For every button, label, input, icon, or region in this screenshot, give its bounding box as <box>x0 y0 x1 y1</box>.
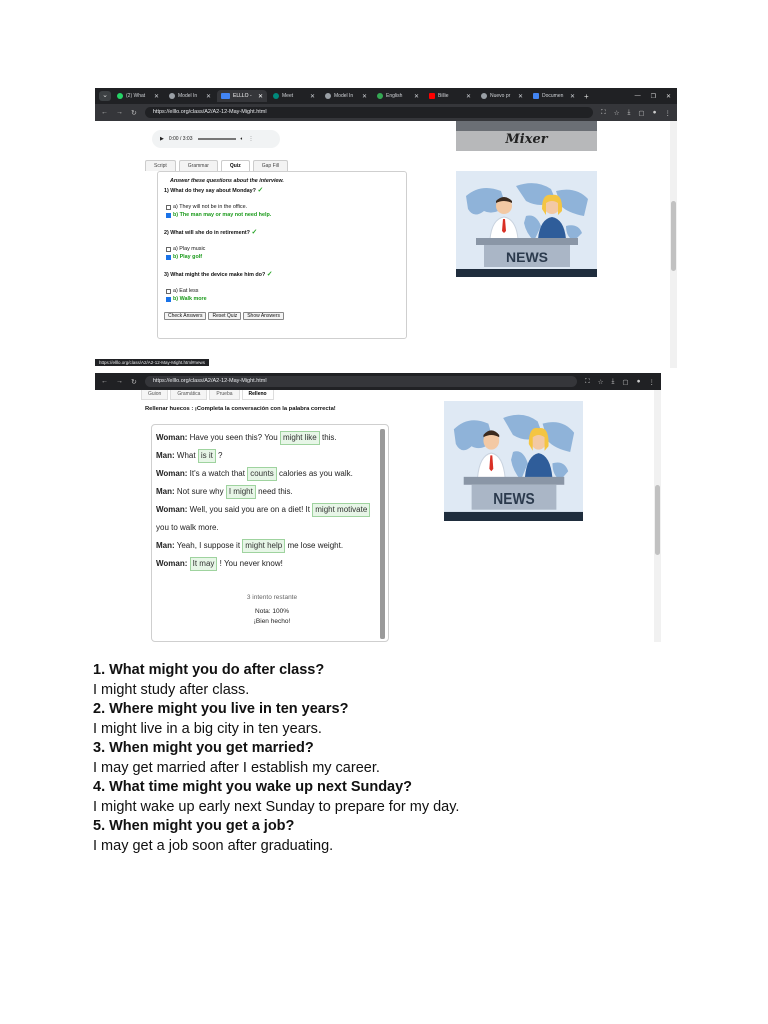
line-text: Well, you said you are on a diet! It <box>189 505 311 514</box>
conversation-line <box>156 429 378 447</box>
browser-tab-active[interactable] <box>217 90 267 102</box>
line-text: Have you seen this? You <box>189 433 278 442</box>
quiz-page <box>95 121 677 368</box>
minimize-icon[interactable]: — <box>634 92 641 99</box>
floor-strip <box>444 512 583 521</box>
praise-text: ¡Bien hecho! <box>253 618 291 625</box>
tab-relleno[interactable]: Relleno <box>242 390 274 400</box>
conversation-line <box>156 555 378 573</box>
question: 4. What time might you wake up next Sunday? <box>93 779 413 795</box>
forward-icon[interactable]: → <box>116 378 123 385</box>
tab-label: Model In <box>178 93 198 99</box>
checkbox[interactable] <box>166 205 171 210</box>
option-text: b) The man may or may not need help. <box>173 212 272 218</box>
elllo-icon <box>221 93 230 99</box>
checkmark-icon: ✓ <box>257 187 264 194</box>
close-icon[interactable]: ✕ <box>153 93 159 100</box>
line-text: this. <box>321 433 337 442</box>
page-scrollbar[interactable] <box>654 390 661 642</box>
desk-top <box>464 477 565 485</box>
checkbox-checked[interactable] <box>166 297 171 302</box>
tab-gramatica[interactable]: Gramática <box>170 390 207 400</box>
browser-tab[interactable] <box>165 90 215 102</box>
lesson-tabs <box>141 390 274 400</box>
tab-search-icon[interactable]: ⌄ <box>99 91 111 101</box>
result-panel <box>212 593 332 627</box>
news-illustration[interactable] <box>456 171 597 277</box>
browser-tab-strip <box>95 88 677 104</box>
close-icon[interactable]: ✕ <box>465 93 471 100</box>
news-label: NEWS <box>506 249 548 265</box>
checkbox-checked[interactable] <box>166 255 171 260</box>
star-icon[interactable]: ☆ <box>613 109 620 117</box>
answer-input[interactable]: might help <box>242 539 285 553</box>
conversation-line <box>156 483 378 501</box>
conversation-line <box>156 447 378 465</box>
tab-gap-fill[interactable]: Gap Fill <box>253 160 288 171</box>
question-1 <box>164 186 400 194</box>
mixer-label: Mixer <box>505 132 548 147</box>
youtube-icon <box>429 93 435 99</box>
question-text: 3) What might the device make him do? <box>164 272 266 278</box>
browser-tab[interactable] <box>373 90 423 102</box>
tab-label: Billie <box>438 93 449 99</box>
news-label: NEWS <box>493 491 535 509</box>
tab-quiz[interactable]: Quiz <box>221 160 250 171</box>
score-text: Nota: 100% <box>255 608 289 615</box>
answer-input[interactable]: is it <box>198 449 216 463</box>
answer: I may get married after I establish my career. <box>93 759 380 776</box>
show-answers-button[interactable]: Show Answers <box>243 312 284 320</box>
line-text: calories as you walk. <box>279 469 353 478</box>
check-answers-button[interactable]: Check Answers <box>164 312 206 320</box>
page-scrollbar[interactable] <box>670 121 677 368</box>
question-2 <box>164 228 400 236</box>
audio-progress[interactable] <box>198 138 236 140</box>
quiz-intro: Answer these questions about the interview. <box>170 178 284 184</box>
url-text: https://elllo.org/class/A2/A2-12-May-Might.html <box>152 109 267 115</box>
answer-input[interactable]: might like <box>280 431 320 445</box>
checkbox[interactable] <box>166 247 171 252</box>
question: 3. When might you get married? <box>93 740 314 756</box>
menu-icon[interactable]: ⋮ <box>648 378 655 386</box>
line-text: ? <box>218 451 223 460</box>
url-field[interactable] <box>145 107 593 118</box>
tab-label: ELLLO - <box>233 93 252 99</box>
option[interactable] <box>164 288 400 294</box>
tab-label: English <box>386 93 403 99</box>
answer: I might live in a big city in ten years. <box>93 720 322 737</box>
browser-tab[interactable] <box>113 90 163 102</box>
profile-icon[interactable]: ● <box>652 108 657 116</box>
line-text: Not sure why <box>176 487 224 496</box>
checkbox[interactable] <box>166 289 171 294</box>
gap-fill-panel <box>151 424 389 642</box>
restore-icon[interactable]: ❐ <box>650 93 656 100</box>
reload-icon[interactable]: ↻ <box>131 109 137 117</box>
tab-grammar[interactable]: Grammar <box>179 160 218 171</box>
gap-fill-page <box>95 390 661 642</box>
checkmark-icon: ✓ <box>266 271 273 278</box>
more-icon[interactable]: ⋮ <box>248 136 254 142</box>
line-text: me lose weight. <box>287 541 344 550</box>
quiz-panel <box>157 171 407 339</box>
question-3 <box>164 270 400 278</box>
tab-label: Model In <box>334 93 354 99</box>
window-controls <box>635 93 677 100</box>
option-text: a) They will not be in the office. <box>173 204 248 210</box>
scrollbar-thumb[interactable] <box>655 485 660 555</box>
line-text: you to walk more. <box>156 523 219 532</box>
sidepanel-icon[interactable]: ▢ <box>638 109 645 117</box>
floor-strip <box>456 269 597 277</box>
download-icon[interactable]: ⤓ <box>611 377 615 385</box>
tab-label: Documen <box>542 93 564 99</box>
browser-tab[interactable] <box>529 90 579 102</box>
browser-tab[interactable] <box>269 90 319 102</box>
address-bar-row <box>95 373 661 390</box>
answer-input[interactable]: might motivate <box>312 503 370 517</box>
answer: I might study after class. <box>93 681 250 698</box>
close-icon[interactable]: ✕ <box>309 93 315 100</box>
conversation-line <box>156 465 378 483</box>
option[interactable] <box>164 204 400 210</box>
screenshot-gap-fill <box>95 373 661 642</box>
speaker: Man: <box>156 541 175 550</box>
translate-icon[interactable]: ⛶ <box>585 377 590 385</box>
option-text: a) Eat less <box>173 288 199 294</box>
status-url: https://elllo.org/class/A2/A2-12-May-Might.html#news <box>95 359 209 366</box>
option-text: b) Walk more <box>173 296 207 302</box>
screenshot-quiz <box>95 88 677 368</box>
quiz-buttons <box>164 312 400 320</box>
answer-input[interactable]: It may <box>190 557 218 571</box>
conversation-line <box>156 501 378 537</box>
answer: I might wake up early next Sunday to prepare for my day. <box>93 798 460 815</box>
answer-input[interactable]: I might <box>226 485 256 499</box>
line-text: need this. <box>258 487 293 496</box>
line-text: ! You never know! <box>219 559 283 568</box>
attempts-remaining: 3 intento restante <box>246 594 298 601</box>
tab-label: (2) What <box>126 93 146 99</box>
whatsapp-icon <box>117 93 123 99</box>
back-icon[interactable]: ← <box>101 378 108 385</box>
play-icon[interactable]: ▶ <box>160 136 164 142</box>
site-icon <box>325 93 331 99</box>
mixer-banner[interactable] <box>456 121 597 151</box>
toolbar-icons <box>601 109 671 117</box>
desk-top <box>476 238 578 245</box>
speaker: Man: <box>156 487 175 496</box>
option[interactable] <box>164 246 400 252</box>
line-text: What <box>176 451 196 460</box>
conversation-line <box>156 537 378 555</box>
translate-icon[interactable]: ⛶ <box>601 108 606 116</box>
speaker: Woman: <box>156 505 188 514</box>
answer-input[interactable]: counts <box>247 467 277 481</box>
close-icon[interactable]: ✕ <box>205 93 211 100</box>
answer: I may get a job soon after graduating. <box>93 837 334 854</box>
sidepanel-icon[interactable]: ▢ <box>622 378 629 386</box>
news-illustration[interactable] <box>444 401 583 521</box>
browser-tab[interactable] <box>477 90 527 102</box>
conversation <box>156 429 378 573</box>
toolbar-icons <box>585 378 655 386</box>
close-icon[interactable]: ✕ <box>361 93 367 100</box>
tab-label: Meet <box>282 93 294 99</box>
browser-tab[interactable] <box>425 90 475 102</box>
line-text: It's a watch that <box>189 469 245 478</box>
gap-fill-heading: Rellenar huecos : ¡Completa la conversación con la palabra correcta! <box>145 406 336 412</box>
question: 2. Where might you live in ten years? <box>93 701 349 717</box>
tab-guion[interactable]: Guion <box>141 390 168 400</box>
line-text: Yeah, I suppose it <box>176 541 241 550</box>
audio-time: 0:00 / 3:03 <box>168 136 193 142</box>
option-correct[interactable] <box>164 296 400 302</box>
close-icon[interactable]: ✕ <box>257 93 263 100</box>
menu-icon[interactable]: ⋮ <box>664 109 671 117</box>
site-icon <box>481 93 487 99</box>
url-field[interactable] <box>145 376 577 387</box>
speaker: Woman: <box>156 469 188 478</box>
profile-icon[interactable]: ● <box>636 377 641 385</box>
new-tab-icon[interactable]: + <box>584 91 589 101</box>
reload-icon[interactable]: ↻ <box>131 378 137 386</box>
checkmark-icon: ✓ <box>251 229 258 236</box>
option-text: a) Play music <box>173 246 206 252</box>
close-window-icon[interactable]: ✕ <box>665 93 671 100</box>
checkbox-checked[interactable] <box>166 213 171 218</box>
docs-icon <box>533 93 539 99</box>
close-icon[interactable]: ✕ <box>413 93 419 100</box>
site-icon <box>169 93 175 99</box>
scrollbar-thumb[interactable] <box>380 429 385 639</box>
question: 1. What might you do after class? <box>93 662 325 678</box>
star-icon[interactable]: ☆ <box>597 378 604 386</box>
browser-tab[interactable] <box>321 90 371 102</box>
option-text: b) Play golf <box>173 254 203 260</box>
audio-player[interactable] <box>152 130 280 148</box>
tab-label: Nuevo pr <box>490 93 511 99</box>
close-icon[interactable]: ✕ <box>517 93 523 100</box>
speaker: Man: <box>156 451 175 460</box>
download-icon[interactable]: ⤓ <box>627 108 631 116</box>
lesson-tabs <box>145 160 288 171</box>
meet-icon <box>273 93 279 99</box>
tab-prueba[interactable]: Prueba <box>209 390 239 400</box>
address-bar-row <box>95 104 677 121</box>
tab-script[interactable]: Script <box>145 160 176 171</box>
speaker: Woman: <box>156 433 188 442</box>
reset-quiz-button[interactable]: Reset Quiz <box>208 312 241 320</box>
back-icon[interactable]: ← <box>101 109 108 116</box>
question-text: 1) What do they say about Monday? <box>164 188 256 194</box>
volume-icon[interactable]: 🔈︎ <box>240 136 244 142</box>
close-icon[interactable]: ✕ <box>569 93 575 100</box>
forward-icon[interactable]: → <box>116 109 123 116</box>
site-icon <box>377 93 383 99</box>
scrollbar-thumb[interactable] <box>671 201 676 271</box>
speaker: Woman: <box>156 559 188 568</box>
url-text: https://elllo.org/class/A2/A2-12-May-Might.html <box>152 378 267 384</box>
question-answer-list <box>93 661 693 856</box>
panel-scrollbar[interactable] <box>380 429 385 639</box>
question: 5. When might you get a job? <box>93 818 295 834</box>
question-text: 2) What will she do in retirement? <box>164 230 250 236</box>
